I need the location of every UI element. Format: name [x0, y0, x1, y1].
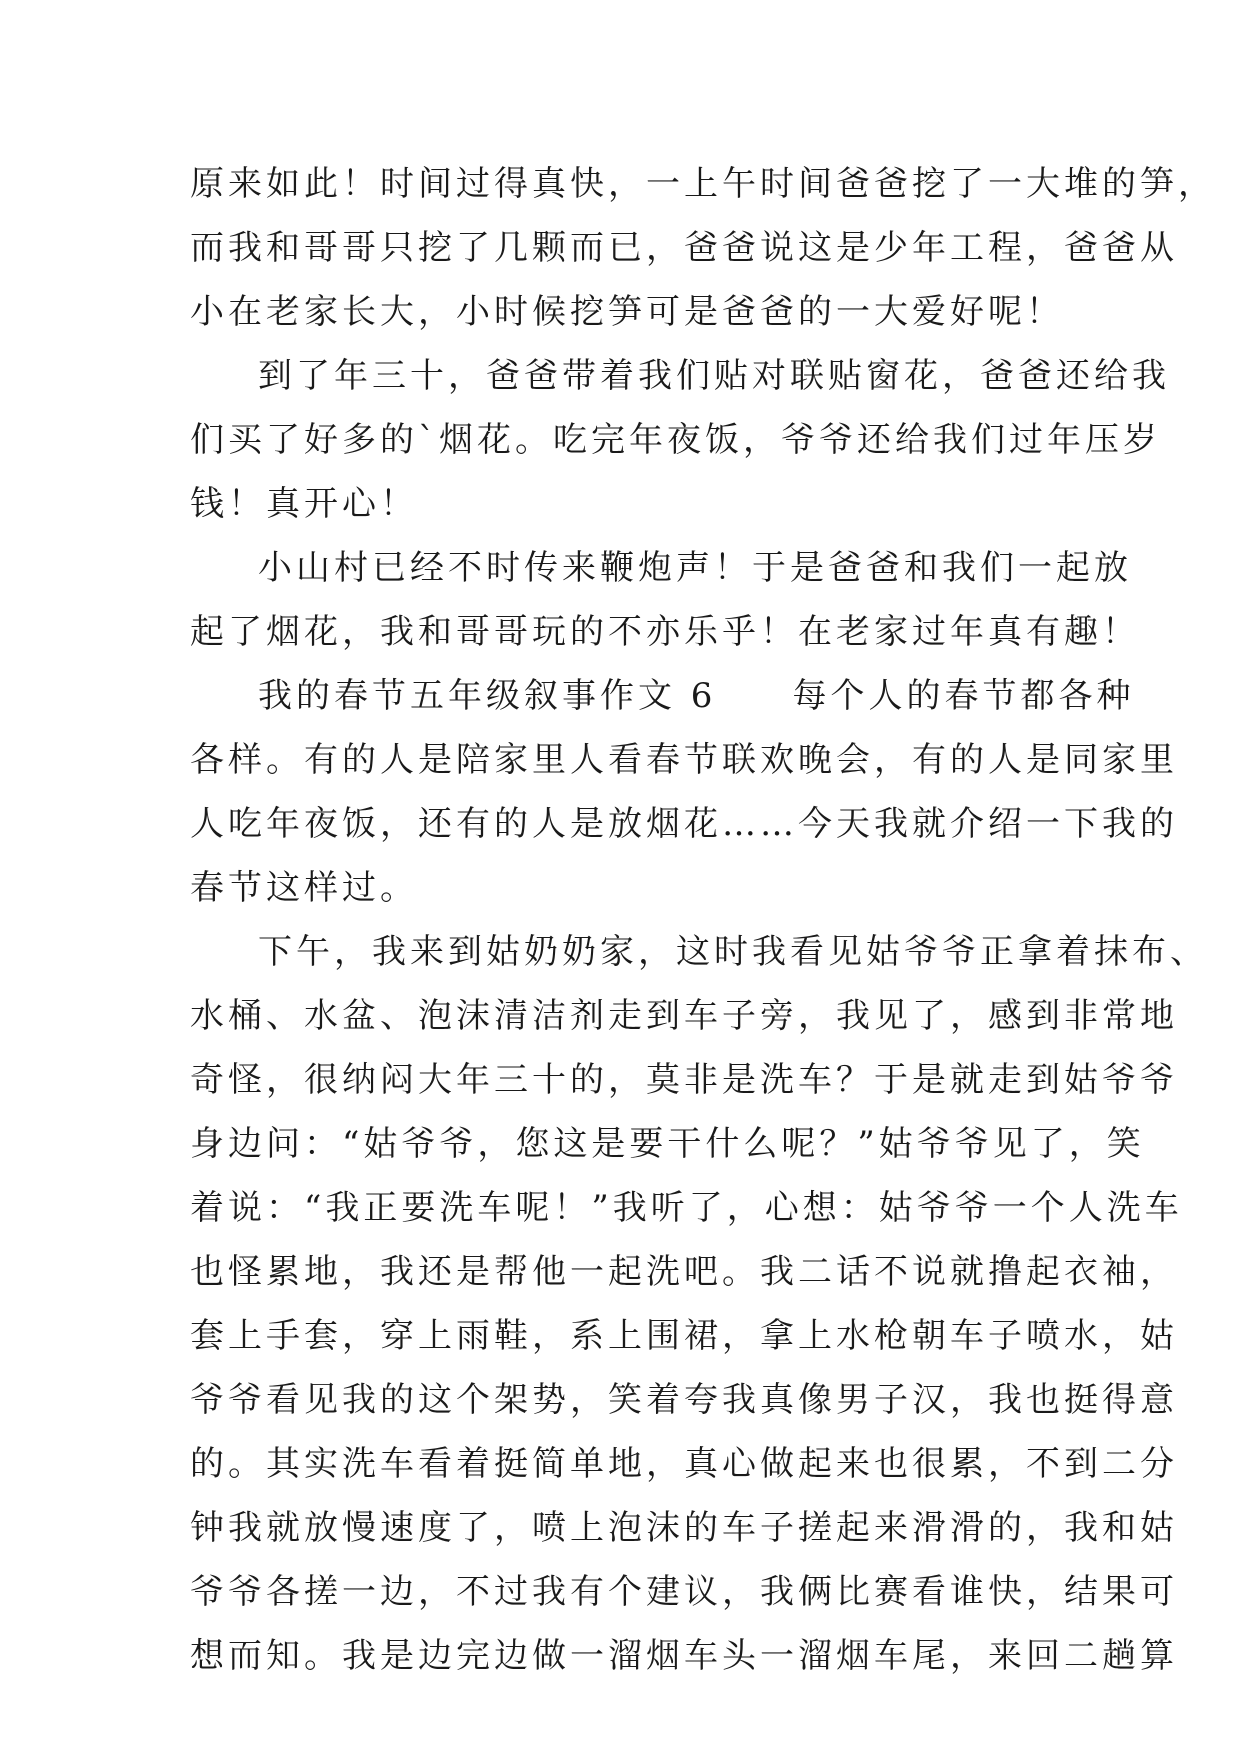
- text-line: 钟我就放慢速度了，喷上泡沫的车子搓起来滑滑的，我和姑: [190, 1508, 1178, 1548]
- text-line: 的。其实洗车看着挺简单地，真心做起来也很累，不到二分: [190, 1444, 1178, 1484]
- text-line: 想而知。我是边完边做一溜烟车头一溜烟车尾，来回二趟算: [190, 1636, 1178, 1676]
- text-line: 身边问：“姑爷爷，您这是要干什么呢？”姑爷爷见了，笑: [190, 1124, 1145, 1164]
- paragraph-start-line: 到了年三十，爸爸带着我们贴对联贴窗花，爸爸还给我: [258, 356, 1170, 396]
- text-line: 水桶、水盆、泡沫清洁剂走到车子旁，我见了，感到非常地: [190, 996, 1178, 1036]
- text-line: 各样。有的人是陪家里人看春节联欢晚会，有的人是同家里: [190, 740, 1178, 780]
- text-line: 爷爷各搓一边，不过我有个建议，我俩比赛看谁快，结果可: [190, 1572, 1178, 1612]
- text-line: 套上手套，穿上雨鞋，系上围裙，拿上水枪朝车子喷水，姑: [190, 1316, 1178, 1356]
- paragraph-start-line: 小山村已经不时传来鞭炮声！于是爸爸和我们一起放: [258, 548, 1132, 588]
- text-line: 原来如此！时间过得真快，一上午时间爸爸挖了一大堆的笋，: [190, 164, 1216, 204]
- text-line: 奇怪，很纳闷大年三十的，莫非是洗车？于是就走到姑爷爷: [190, 1060, 1178, 1100]
- text-line: 而我和哥哥只挖了几颗而已，爸爸说这是少年工程，爸爸从: [190, 228, 1178, 268]
- text-line: 小在老家长大，小时候挖笋可是爸爸的一大爱好呢！: [190, 292, 1064, 332]
- text-line: 人吃年夜饭，还有的人是放烟花……今天我就介绍一下我的: [190, 804, 1178, 844]
- text-line: 着说：“我正要洗车呢！”我听了，心想：姑爷爷一个人洗车: [190, 1188, 1183, 1228]
- text-line: 春节这样过。: [190, 868, 418, 908]
- text-line: 也怪累地，我还是帮他一起洗吧。我二话不说就撸起衣袖，: [190, 1252, 1178, 1292]
- text-line: 们买了好多的`烟花。吃完年夜饭，爷爷还给我们过年压岁: [190, 420, 1161, 460]
- essay-heading-line: 我的春节五年级叙事作文 6 每个人的春节都各种: [258, 676, 1135, 716]
- text-line: 爷爷看见我的这个架势，笑着夸我真像男子汉，我也挺得意: [190, 1380, 1178, 1420]
- paragraph-start-line: 下午，我来到姑奶奶家，这时我看见姑爷爷正拿着抹布、: [258, 932, 1208, 972]
- text-line: 起了烟花，我和哥哥玩的不亦乐乎！在老家过年真有趣！: [190, 612, 1140, 652]
- text-line: 钱！真开心！: [190, 484, 418, 524]
- body-text: [190, 152, 1216, 1688]
